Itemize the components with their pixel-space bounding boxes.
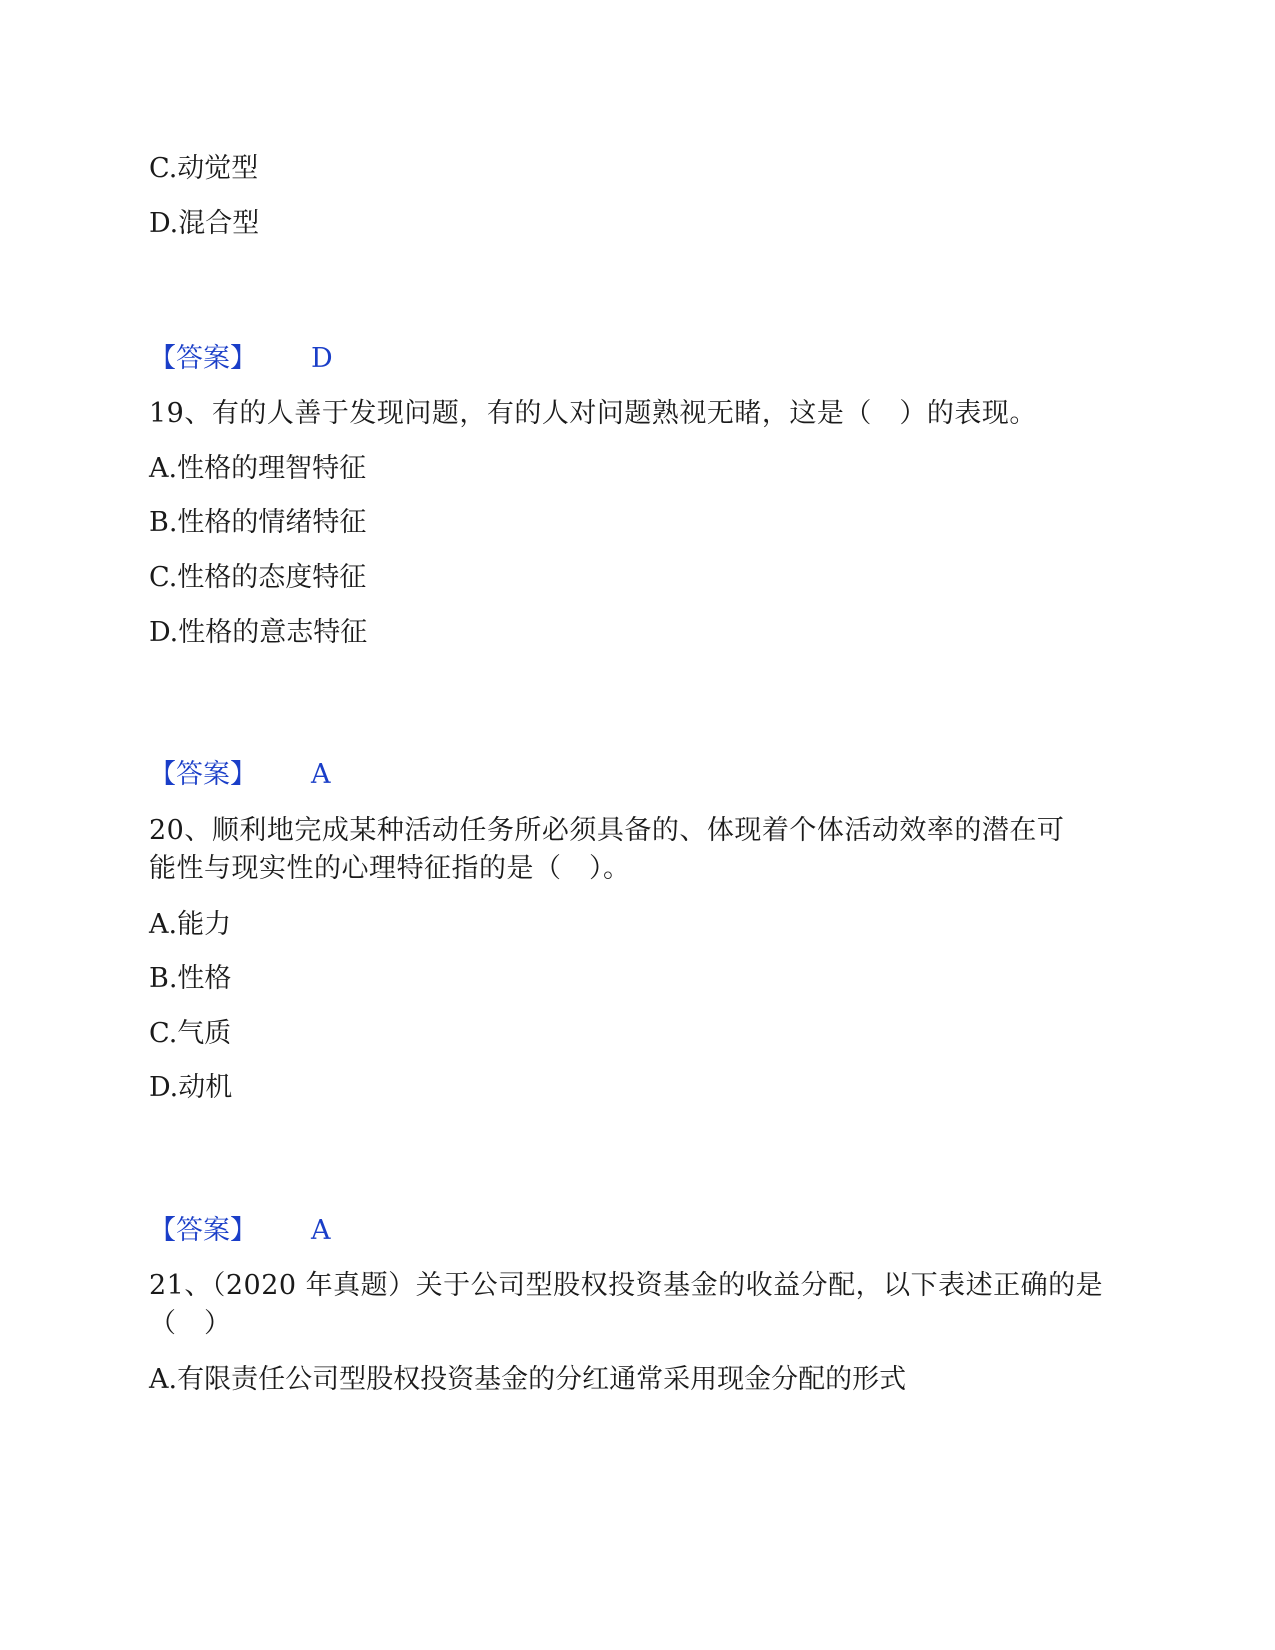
option-a: A.有限责任公司型股权投资基金的分红通常采用现金分配的形式 bbox=[149, 1364, 907, 1395]
answer-value: A bbox=[311, 759, 331, 790]
question-stem-continued: 能性与现实性的心理特征指的是（ ）。 bbox=[149, 853, 631, 884]
question-stem: 20、顺利地完成某种活动任务所必须具备的、体现着个体活动效率的潜在可 bbox=[149, 815, 1065, 846]
answer-value: A bbox=[311, 1215, 331, 1246]
option-b: B.性格 bbox=[149, 963, 232, 994]
option-a: A.能力 bbox=[149, 909, 232, 940]
option-c: C.气质 bbox=[149, 1018, 232, 1049]
option-b: B.性格的情绪特征 bbox=[149, 507, 367, 538]
option-a: A.性格的理智特征 bbox=[149, 453, 367, 484]
question-stem-continued: （ ） bbox=[149, 1308, 232, 1339]
answer-row bbox=[149, 758, 331, 792]
answer-label: 【答案】 bbox=[149, 759, 257, 790]
option-c: C.动觉型 bbox=[149, 153, 259, 184]
answer-value: D bbox=[311, 343, 333, 374]
answer-label: 【答案】 bbox=[149, 343, 257, 374]
answer-row bbox=[149, 342, 333, 376]
question-stem: 21、（2020 年真题）关于公司型股权投资基金的收益分配，以下表述正确的是 bbox=[149, 1270, 1104, 1301]
option-d: D.性格的意志特征 bbox=[149, 617, 368, 648]
question-stem: 19、有的人善于发现问题，有的人对问题熟视无睹，这是（ ）的表现。 bbox=[149, 398, 1037, 429]
option-c: C.性格的态度特征 bbox=[149, 562, 367, 593]
option-d: D.混合型 bbox=[149, 208, 260, 239]
answer-row bbox=[149, 1214, 331, 1248]
answer-label: 【答案】 bbox=[149, 1215, 257, 1246]
option-d: D.动机 bbox=[149, 1072, 233, 1103]
